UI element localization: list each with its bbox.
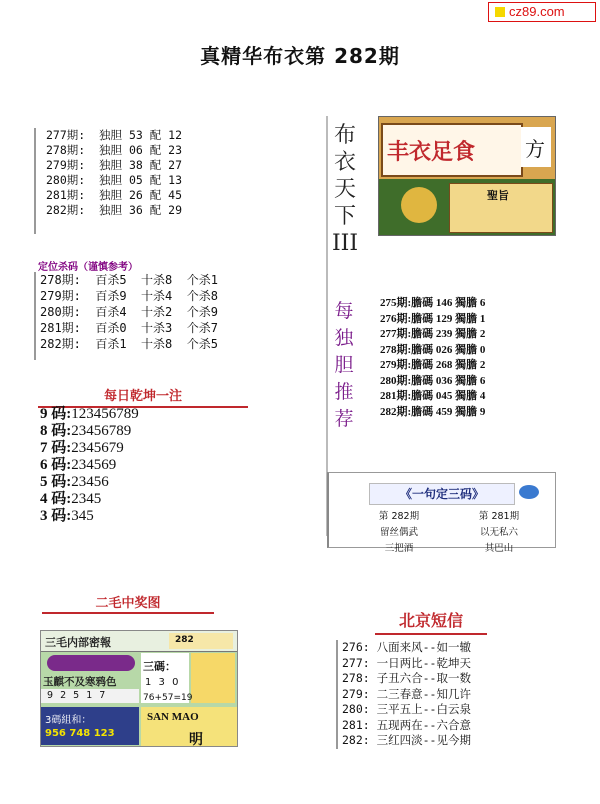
sanmao-digits: 9 2 5 1 7 [47, 690, 108, 701]
heading-char: 荐 [334, 408, 354, 430]
qiankun-list [40, 406, 139, 525]
dudan-row: 279期: 独胆 38 配 27 [46, 158, 183, 172]
sanmao-zuhe-value: 956 748 123 [45, 728, 115, 739]
dudan-panel [34, 128, 236, 234]
sanmao-line1: 玉麒不及寒鸦色 [43, 676, 117, 688]
yiju-cell: 其巴山 [484, 543, 514, 554]
dudan-recommend-row: 277期:膽碼 239 獨膽 2 [380, 328, 486, 340]
beijing-sms-row: 276: 八面来风--如一辙 [342, 640, 471, 654]
dudan-recommend-heading [330, 298, 358, 433]
heading-char: 推 [334, 381, 354, 403]
qiankun-label: 5 码: [40, 474, 72, 490]
ermao-heading: 二毛中奖图 [42, 592, 214, 614]
dudan-row: 282期: 独胆 36 配 29 [46, 203, 183, 217]
heading-char: 每 [334, 300, 354, 322]
yiju-col2-head: 第 281期 [478, 511, 520, 522]
dudan-recommend-row: 279期:膽碼 268 獨膽 2 [380, 359, 486, 371]
sanmao-brand: SAN MAO [147, 711, 199, 723]
qiankun-label: 7 码: [40, 440, 72, 456]
fengyi-banner [378, 116, 556, 236]
heading-char: 独 [334, 327, 354, 349]
vtitle-char: 天 [333, 177, 356, 202]
banner-main: 丰衣足食 [387, 139, 476, 165]
qiankun-row [40, 406, 139, 423]
sanmao-sanma-value: 1 3 0 [145, 677, 181, 688]
yiju-heading: 《一句定三码》 [369, 483, 515, 505]
qiankun-row [40, 508, 139, 525]
dudan-recommend-row: 281期:膽碼 045 獨膽 4 [380, 390, 486, 402]
qiankun-value: 123456789 [71, 406, 139, 422]
qiankun-label: 6 码: [40, 457, 72, 473]
sanmao-period: 282 [175, 635, 194, 645]
vtitle-char: 布 [333, 123, 356, 148]
yiju-cell: 以无私六 [479, 527, 518, 538]
yiju-panel [327, 472, 556, 554]
yiju-cell: 三把酒 [384, 543, 414, 554]
sanmao-sanma-label: 三碼： [143, 660, 176, 673]
kill-code-row: 280期: 百杀4 十杀2 个杀9 [40, 305, 218, 319]
qiankun-value: 2345 [71, 491, 102, 507]
page-title: 真精华布衣第 282期 [200, 44, 400, 68]
vtitle-char: 衣 [333, 150, 356, 175]
beijing-sms-list [336, 640, 471, 749]
dudan-recommend-row: 276期:膽碼 129 獨膽 1 [380, 312, 486, 325]
qiankun-row [40, 423, 139, 440]
sanmao-image [40, 630, 238, 747]
qiankun-label: 8 码: [40, 423, 72, 439]
dudan-recommend-list [380, 296, 485, 420]
dudan-recommend-row: 278期:膽碼 026 獨膽 0 [380, 343, 486, 356]
yiju-col1-head: 第 282期 [378, 511, 420, 522]
beijing-sms-row: 279: 二三春意--知几许 [342, 686, 471, 701]
dudan-row: 277期: 独胆 53 配 12 [46, 128, 183, 142]
banner-dragon [401, 187, 437, 223]
dudan-recommend-row: 280期:膽碼 036 獨膽 6 [380, 374, 486, 387]
kill-code-row: 278期: 百杀5 十杀8 个杀1 [40, 273, 218, 287]
qiankun-value: 2345679 [71, 440, 124, 456]
beijing-sms-row: 281: 五现两在--六合意 [342, 717, 471, 732]
yiju-logo-icon [519, 485, 539, 499]
beijing-sms-row: 280: 三平五上--白云泉 [342, 702, 471, 716]
sanmao-sum: 76+57=19 [143, 693, 193, 703]
qiankun-label: 4 码: [40, 491, 72, 507]
dudan-row: 280期: 独胆 05 配 13 [46, 173, 183, 187]
beijing-sms-heading: 北京短信 [375, 608, 487, 635]
dudan-recommend-row: 282期:膽碼 459 獨膽 9 [380, 405, 486, 418]
vtitle-char: 下 [333, 204, 356, 229]
kill-code-panel [34, 272, 236, 360]
badge-square-icon [495, 7, 505, 17]
yiju-cell: 留丝偶武 [379, 527, 418, 538]
sanmao-seal: 明 [189, 732, 203, 747]
sanmao-zuhe-label: 3碼組和： [45, 715, 92, 726]
dudan-recommend-row: 275期:膽碼 146 獨膽 6 [380, 297, 486, 309]
banner-mark: 方 [525, 137, 545, 161]
sanmao-figure [191, 653, 235, 703]
qiankun-row [40, 440, 139, 457]
qiankun-heading: 每日乾坤一注 [38, 385, 248, 408]
sanmao-top-text: 三毛内部密報 [45, 636, 111, 649]
right-vertical-title [330, 122, 360, 257]
beijing-sms-row: 277: 一日两比--乾坤天 [342, 655, 471, 670]
qiankun-value: 234569 [71, 457, 117, 473]
kill-code-row: 279期: 百杀9 十杀4 个杀8 [40, 289, 218, 303]
heading-char: 胆 [334, 354, 354, 376]
beijing-sms-row: 282: 三红四淡--见今期 [342, 733, 471, 747]
kill-code-subtitle: 定位杀码（谨慎参考） [38, 262, 138, 273]
kill-code-row: 282期: 百杀1 十杀8 个杀5 [40, 337, 218, 351]
kill-code-row: 281期: 百杀0 十杀3 个杀7 [40, 321, 218, 335]
dudan-row: 281期: 独胆 26 配 45 [46, 188, 183, 202]
site-badge-text: cz89.com [509, 4, 565, 19]
qiankun-value: 23456 [71, 474, 109, 490]
qiankun-row [40, 457, 139, 474]
qiankun-label: 3 码: [40, 508, 72, 524]
dudan-row: 278期: 独胆 06 配 23 [46, 143, 183, 157]
qiankun-value: 345 [71, 508, 94, 524]
qiankun-value: 23456789 [71, 423, 132, 439]
yiju-table [349, 507, 549, 555]
qiankun-row [40, 491, 139, 508]
site-badge[interactable] [488, 2, 596, 22]
banner-sub: 聖旨 [487, 189, 509, 202]
sanmao-ribbon [47, 655, 135, 671]
qiankun-label: 9 码: [40, 406, 72, 422]
qiankun-row [40, 474, 139, 491]
vtitle-char: III [331, 231, 359, 256]
beijing-sms-row: 278: 子丑六合--取一数 [342, 671, 471, 685]
